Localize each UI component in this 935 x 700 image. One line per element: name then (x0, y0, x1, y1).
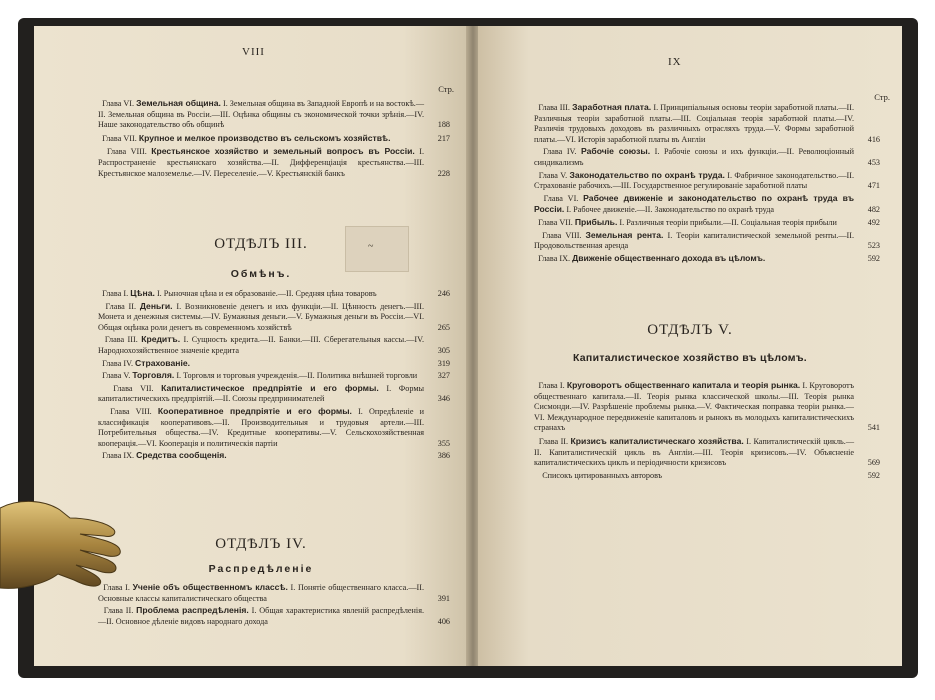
chapter-title: Законодательство по охранѣ труда. (569, 169, 725, 180)
chapter-text: I. Распространеніе крестьянскаго хозяйства.—II. Дифференціація крестьянства.—III. Крестьянское малоземелье.—IV. Переселеніе.—V. Крестьянскій банкъ (98, 147, 424, 178)
page-number: VIII (242, 46, 265, 58)
toc-entry (534, 230, 880, 252)
chapter-text: I. Фабричное законодательство.—II. Страхованіе рабочихъ.—III. Государственное регулированіе заработной платы (534, 170, 855, 191)
library-stamp (345, 226, 409, 272)
chapter-title: Ученіе объ общественномъ классѣ. (132, 582, 288, 592)
toc-entry (98, 582, 450, 604)
page-ref: 217 (437, 133, 450, 143)
chapter-label: Глава I. (538, 381, 565, 390)
chapter-label: Глава VI. (102, 99, 135, 108)
chapter-text: I. Принципіальныя основы теоріи заработной платы.—II. Различныя теоріи заработной платы.—III. Соціальная теорія заработной платы.—IV. Различія трудовыхъ доходовъ въ различныхъ отрасляхъ труда.—V. Формы заработной платы.—VI. Исторія заработной платы въ Англіи (534, 103, 855, 144)
chapter-text: Списокъ цитированныхъ авторовъ (542, 470, 662, 480)
chapter-label: Глава VII. (102, 133, 137, 143)
chapter-title: Кредитъ. (141, 334, 181, 345)
toc-entry (98, 605, 450, 627)
chapter-label: Глава IX. (102, 451, 135, 461)
chapter-title: Крестьянское хозяйство и земельный вопросъ въ Россіи. (151, 146, 415, 157)
page-ref: 391 (437, 593, 450, 603)
page-ref: 523 (867, 241, 880, 251)
chapter-title: Заработная плата. (572, 102, 652, 112)
toc-block-middle (98, 288, 450, 462)
chapter-text: I. Капиталистическій цикль.—II. Капиталистическій цикль въ Англіи.—III. Теорія кризисовъ.—IV. Объясненіе капиталистическихъ циклъ и періодичности кризисовъ (534, 436, 855, 468)
toc-entry (534, 436, 880, 469)
chapter-label: Глава V. (538, 170, 568, 180)
toc-entry (534, 170, 880, 192)
chapter-title: Прибыль. (574, 216, 618, 227)
toc-entry (98, 133, 450, 145)
toc-block-top (534, 102, 880, 264)
chapter-title: Деньги. (139, 300, 173, 311)
page-ref: 246 (437, 289, 450, 298)
chapter-text: I. Круговоротъ общественнаго капитала.—II. Теорія рынка классической школы.—III. Теорія рынка Сисмонди.—IV. Разрѣшеніе проблемы рынка.—V. Фактическая поправка теоріи рынка.—VI. Международное передвиженіе капиталовъ и рынокъ въ молодыхъ капиталистическихъ странахъ (534, 381, 854, 433)
chapter-text: I. Торговля и торговыя учрежденія.—II. Политика внѣшней торговли (176, 371, 418, 381)
page-ref: 592 (867, 470, 880, 480)
page-ref: 265 (437, 322, 450, 332)
chapter-label: Глава VIII. (110, 406, 152, 416)
chapter-label: Глава VII. (538, 217, 573, 227)
toc-entry (534, 102, 880, 145)
chapter-label: Глава I. (103, 583, 130, 592)
chapter-label: Глава VI. (543, 193, 579, 203)
chapter-title: Капиталистическое предпріятіе и его формы. (161, 382, 379, 393)
chapter-text: I. Земельная община въ Западной Европѣ и на востокѣ.—II. Земельная община въ Россіи.—III. Оцѣнка общины съ экономической точки зрѣнія.—IV. Наше законодательство объ общинѣ (98, 99, 425, 130)
chapter-title: Рабочее движеніе и законодательство по охранѣ труда въ Россіи. (534, 192, 854, 215)
chapter-title: Круговоротъ общественнаго капитала и теорія рынка. (566, 380, 801, 390)
toc-entry (98, 358, 450, 370)
page-ref: 471 (867, 181, 880, 191)
page-ref: 319 (437, 358, 450, 368)
page-ref: 482 (867, 205, 880, 215)
chapter-label: Глава I. (102, 289, 129, 298)
page-ref: 406 (437, 616, 450, 626)
chapter-text: I. Опредѣленіе и классификація кооперативовъ.—II. Производительныя и трудовыя артели.—III. Потребительныя общества.—IV. Кредитные кооперативы.—V. Сельскохозяйственная кооперація.—VI. Кооперація и политическія партіи (98, 406, 424, 448)
section-heading: ОТДѢЛЪ IV. (215, 536, 307, 552)
chapter-text: I. Теоріи капиталистической земельной ренты.—II. Продовольственная аренда (534, 230, 855, 251)
page-number: IX (668, 56, 682, 68)
toc-entry (98, 450, 450, 462)
chapter-label: Глава IX. (538, 253, 571, 263)
toc-entry (98, 383, 450, 405)
page-ref: 541 (867, 423, 880, 433)
stamp-mark: ~ (368, 241, 374, 252)
chapter-title: Земельная рента. (585, 229, 664, 240)
chapter-text: I. Сущность кредита.—II. Банки.—III. Сберегательныя кассы.—IV. Народнохозяйственное значеніе кредита (98, 335, 425, 355)
chapter-text: I. Формы капиталистическихъ предпріятій.—II. Союзы предпринимателей (98, 383, 424, 404)
toc-entry (534, 471, 880, 482)
chapter-title: Крупное и мелкое производство въ сельскомъ хозяйствѣ. (138, 132, 391, 143)
page-ref: 327 (437, 371, 450, 381)
toc-entry (98, 98, 450, 131)
chapter-text: I. Рабочіе союзы и ихъ функціи.—II. Революціонный синдикализмъ (534, 147, 855, 167)
page-ref: 355 (437, 438, 450, 448)
chapter-label: Глава II. (538, 436, 569, 446)
chapter-title: Цѣна. (130, 288, 155, 298)
section-subheading: Распредѣленіе (208, 563, 314, 575)
section-subheading: Капиталистическое хозяйство въ цѣломъ. (572, 352, 808, 364)
toc-block-top (98, 98, 450, 179)
chapter-title: Торговля. (132, 370, 175, 381)
toc-entry (534, 253, 880, 265)
chapter-text: I. Понятіе общественнаго класса.—II. Основные классы капиталистическаго общества (98, 583, 425, 603)
page-ref: 228 (437, 168, 450, 178)
chapter-title: Кооперативное предпріятіе и его формы. (157, 405, 352, 416)
chapter-label: Глава VIII. (106, 147, 147, 157)
chapter-title: Проблема распредѣленія. (136, 605, 249, 616)
toc-entry (98, 370, 450, 382)
column-label: Стр. (438, 84, 454, 94)
chapter-label: Глава IV. (102, 358, 133, 368)
chapter-label: Глава II. (103, 606, 134, 616)
page-ref: 492 (867, 217, 880, 227)
chapter-text: I. Различныя теоріи прибыли.—II. Соціальная теорія прибыли (619, 217, 837, 227)
chapter-title: Страхованіе. (135, 357, 190, 368)
chapter-label: Глава II. (105, 301, 137, 311)
chapter-title: Земельная община. (136, 98, 221, 108)
page-ref: 453 (867, 157, 880, 167)
toc-entry (98, 334, 450, 356)
page-ref: 386 (437, 451, 450, 461)
chapter-title: Кризисъ капиталистическаго хозяйства. (570, 435, 744, 446)
page-ref: 346 (437, 394, 450, 404)
chapter-label: Глава VII. (113, 383, 154, 393)
page-ref: 569 (867, 458, 880, 468)
toc-block-bottom (534, 380, 880, 481)
chapter-label: Глава IV. (543, 147, 577, 157)
toc-entry (534, 217, 880, 229)
chapter-label: Глава III. (538, 103, 570, 112)
page-ref: 592 (867, 253, 880, 263)
section-subheading: Обмѣнъ. (230, 268, 292, 280)
toc-entry (98, 301, 450, 334)
chapter-text: I. Возникновеніе денегъ и ихъ функціи.—II. Цѣнность денегъ.—III. Монета и денежныя системы.—IV. Бумажныя деньги.—V. Бумажныя деньги въ Россіи.—VI. Общая оцѣнка роли денегъ въ современномъ хозяйствѣ (98, 301, 425, 332)
chapter-label: Глава III. (104, 335, 138, 345)
chapter-label: Глава V. (102, 371, 131, 381)
chapter-text: I. Рыночная цѣна и ея образованіе.—II. Средняя цѣна товаровъ (156, 289, 377, 298)
chapter-title: Рабочіе союзы. (580, 146, 651, 157)
section-heading: ОТДѢЛЪ V. (647, 322, 733, 338)
chapter-title: Средства сообщенія. (136, 450, 227, 461)
page-ref: 305 (437, 345, 450, 355)
toc-entry (98, 406, 450, 449)
chapter-text: I. Рабочее движеніе.—II. Законодательство по охранѣ труда (566, 205, 775, 215)
page-ref: 416 (867, 134, 880, 144)
toc-entry (534, 193, 880, 216)
column-label: Стр. (874, 92, 890, 102)
brass-hand-page-holder (0, 498, 130, 628)
page-ref: 188 (437, 120, 450, 130)
right-page (478, 26, 902, 666)
chapter-text: I. Общая характеристика явленій распредѣленія.—II. Основное дѣленіе видовъ народнаго дохода (98, 606, 425, 626)
toc-entry (534, 146, 880, 168)
toc-entry (534, 380, 880, 434)
toc-entry (98, 288, 450, 300)
section-heading: ОТДѢЛЪ III. (214, 236, 308, 252)
chapter-label: Глава VIII. (542, 230, 582, 240)
toc-entry (98, 146, 450, 179)
toc-block-bottom (98, 582, 450, 627)
chapter-title: Движеніе общественнаго дохода въ цѣломъ. (572, 252, 766, 263)
